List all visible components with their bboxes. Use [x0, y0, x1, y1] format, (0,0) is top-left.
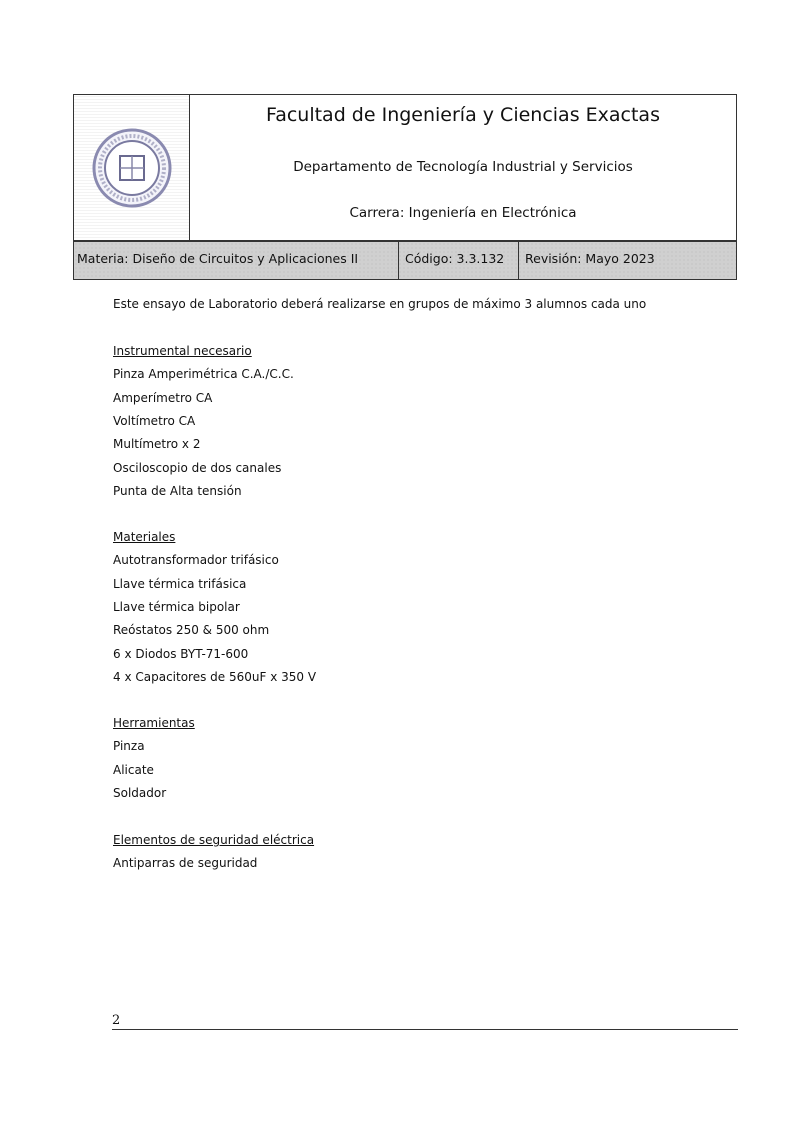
section-heading: Herramientas	[113, 716, 195, 730]
list-item: Reóstatos 250 & 500 ohm	[113, 623, 270, 638]
subject-cell: Materia: Diseño de Circuitos y Aplicaciones II	[74, 242, 399, 279]
list-item: Autotransformador trifásico	[113, 553, 279, 568]
list-item: Punta de Alta tensión	[113, 483, 242, 498]
intro-text: Este ensayo de Laboratorio deberá realizarse en grupos de máximo 3 alumnos cada uno	[113, 297, 647, 311]
list-item: 4 x Capacitores de 560uF x 350 V	[113, 669, 317, 684]
list-item: Llave térmica trifásica	[113, 576, 247, 591]
department-title: Departamento de Tecnología Industrial y Servicios	[293, 159, 633, 175]
list-item: Pinza	[113, 739, 145, 754]
section-heading: Instrumental necesario	[113, 344, 252, 358]
page-number: 2	[112, 1013, 121, 1028]
section-heading: Materiales	[113, 530, 176, 544]
revision-cell: Revisión: Mayo 2023	[525, 251, 655, 266]
list-item: Alicate	[113, 762, 154, 777]
list-item: Llave térmica bipolar	[113, 599, 240, 614]
list-item: Multímetro x 2	[113, 437, 201, 452]
section-heading: Elementos de seguridad eléctrica	[113, 833, 315, 847]
list-item: Voltímetro CA	[113, 413, 196, 428]
page-footer	[112, 1013, 738, 1030]
faculty-title: Facultad de Ingeniería y Ciencias Exactas	[266, 104, 660, 126]
list-item: Osciloscopio de dos canales	[113, 460, 282, 475]
career-title: Carrera: Ingeniería en Electrónica	[349, 205, 577, 221]
code-cell: Código: 3.3.132	[399, 242, 519, 279]
list-item: Pinza Amperimétrica C.A./C.C.	[113, 367, 294, 382]
university-seal-logo	[74, 95, 190, 240]
list-item: Soldador	[113, 785, 167, 800]
list-item: Antiparras de seguridad	[113, 856, 258, 871]
list-item: Amperímetro CA	[113, 390, 213, 405]
list-item: 6 x Diodos BYT-71-600	[113, 646, 249, 661]
header-table	[73, 94, 737, 280]
